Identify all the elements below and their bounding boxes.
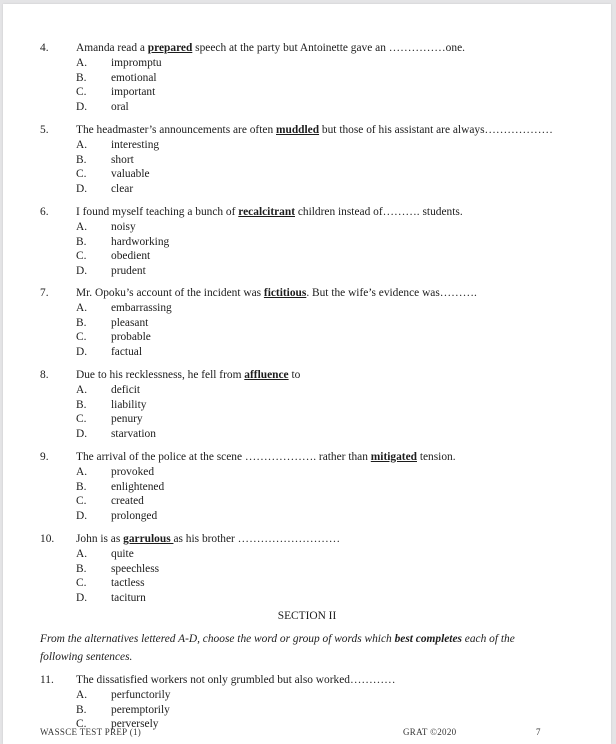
keyword: recalcitrant (238, 206, 295, 218)
option-letter: A. (76, 301, 88, 314)
question-number: 4. (40, 42, 49, 54)
option-letter: C. (76, 331, 87, 344)
option-text: oral (111, 101, 129, 114)
option-letter: B. (76, 71, 87, 84)
option-letter: B. (76, 153, 87, 166)
instruction-emphasis: best completes (394, 633, 462, 645)
stem-text-before: I found myself teaching a bunch of (76, 206, 239, 218)
option-letter: C. (76, 168, 87, 181)
option-text: valuable (111, 168, 150, 181)
keyword: garrulous (123, 533, 174, 545)
option-text: short (111, 153, 134, 166)
stem-text-before: John is as (76, 533, 124, 545)
footer-center: GRAT ©2020 (403, 727, 457, 737)
option-letter: C. (76, 413, 87, 426)
option-text: deficit (111, 383, 141, 396)
option-letter: D. (76, 101, 88, 114)
option-text: prolonged (111, 510, 158, 523)
option-text: penury (111, 413, 143, 426)
question-number: 7. (40, 287, 49, 299)
option-text: prudent (111, 265, 146, 278)
keyword: muddled (276, 124, 320, 136)
option-letter: A. (76, 465, 88, 478)
question-number: 9. (40, 451, 49, 463)
option-letter: B. (76, 480, 87, 493)
option-letter: B. (76, 562, 87, 575)
stem-text-after: but those of his assistant are always……………… (319, 124, 553, 136)
stem-text-after: as his brother ……………………… (173, 533, 341, 545)
stem-text-before: Mr. Opoku’s account of the incident was (76, 287, 264, 299)
question-stem (76, 41, 465, 56)
stem-text-before: Due to his recklessness, he fell from (76, 369, 245, 381)
option-text: provoked (111, 465, 155, 478)
question-stem (76, 123, 553, 138)
option-letter: A. (76, 547, 88, 560)
keyword: mitigated (370, 451, 417, 463)
keyword: prepared (147, 42, 193, 54)
footer-page-number: 7 (536, 727, 541, 737)
option-text: speechless (111, 562, 160, 575)
option-letter: A. (76, 220, 88, 233)
option-letter: D. (76, 183, 88, 196)
option-text: emotional (111, 71, 157, 84)
option-letter: A. (76, 383, 88, 396)
option-letter: A. (76, 56, 88, 69)
option-letter: D. (76, 510, 88, 523)
option-letter: B. (76, 235, 87, 248)
option-letter: B. (76, 316, 87, 329)
option-text: embarrassing (111, 301, 172, 314)
section-title: SECTION II (277, 610, 337, 622)
option-text: liability (111, 398, 147, 411)
option-letter: D. (76, 265, 88, 278)
question-number: 6. (40, 206, 49, 218)
question-stem: The dissatisfied workers not only grumbled but also worked………… (76, 674, 396, 686)
option-text: factual (111, 346, 142, 359)
option-text: impromptu (111, 56, 162, 69)
option-text: pleasant (111, 316, 149, 329)
question-stem (76, 286, 477, 301)
stem-text-after: . But the wife’s evidence was………. (306, 287, 477, 299)
option-text: interesting (111, 138, 160, 151)
option-text: perfunctorily (111, 688, 171, 701)
footer-left: WASSCE TEST PREP (1) (40, 727, 142, 737)
option-text: perversely (111, 718, 159, 731)
option-text: clear (111, 183, 134, 196)
option-letter: A. (76, 688, 88, 701)
stem-text-before: Amanda read a (76, 42, 148, 54)
option-letter: A. (76, 138, 88, 151)
option-letter: C. (76, 577, 87, 590)
document-page (3, 4, 611, 744)
option-text: tactless (111, 577, 145, 590)
option-text: taciturn (111, 592, 146, 605)
keyword: fictitious (263, 287, 307, 299)
stem-text-before: The headmaster’s announcements are often (76, 124, 276, 136)
option-text: hardworking (111, 235, 170, 248)
option-text: quite (111, 547, 134, 560)
question-stem (76, 368, 300, 383)
option-letter: C. (76, 86, 87, 99)
option-text: starvation (111, 428, 156, 441)
question-number: 8. (40, 369, 49, 381)
instruction-text-end: each of the following sentences. (40, 633, 515, 663)
option-letter: D. (76, 346, 88, 359)
option-letter: C. (76, 495, 87, 508)
option-letter: C. (76, 718, 87, 731)
option-text: enlightened (111, 480, 165, 493)
question-number: 11. (40, 674, 54, 686)
stem-text-before: The arrival of the police at the scene ………………. rather than (76, 451, 371, 463)
option-text: obedient (111, 250, 151, 263)
stem-text-after: children instead of………. students. (295, 206, 463, 218)
question-stem (76, 532, 340, 547)
option-text: created (111, 495, 144, 508)
option-letter: B. (76, 398, 87, 411)
question-stem (76, 450, 456, 465)
stem-text-after: tension. (416, 451, 456, 463)
option-text: probable (111, 331, 151, 344)
stem-text-after: to (288, 369, 301, 381)
instruction-text: From the alternatives lettered A-D, choose the word or group of words which (40, 633, 395, 645)
stem-text-after: speech at the party but Antoinette gave an ……………one. (192, 42, 465, 54)
question-number: 5. (40, 124, 49, 136)
option-text: peremptorily (111, 703, 170, 716)
question-number: 10. (40, 533, 55, 545)
keyword: affluence (244, 369, 289, 381)
option-letter: D. (76, 428, 88, 441)
option-letter: C. (76, 250, 87, 263)
option-letter: D. (76, 592, 88, 605)
option-text: noisy (111, 220, 136, 233)
option-text: important (111, 86, 156, 99)
question-stem (76, 205, 463, 220)
section-instruction (40, 630, 560, 666)
option-letter: B. (76, 703, 87, 716)
